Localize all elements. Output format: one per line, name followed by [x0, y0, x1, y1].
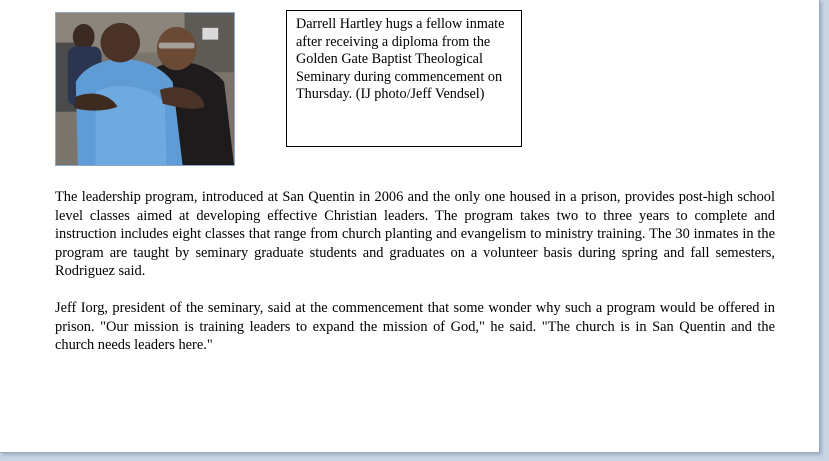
article-paragraph-2: Jeff Iorg, president of the seminary, said at the commencement that some wonder why such a program would be offered in prison. "Our mission is training leaders to expand the mission of God," he said. "The church is in San Quentin and the church needs leaders here." — [55, 300, 775, 353]
article-paragraph-1: The leadership program, introduced at San Quentin in 2006 and the only one housed in a prison, provides post-high school level classes aimed at developing effective Christian leaders. The program takes two to three years to complete and instruction includes eight classes that range from church planting and evangelism to ministry training. The 30 inmates in the program are taught by seminary graduate students and graduates on a volunteer basis during spring and fall semesters, Rodriguez said. — [55, 189, 775, 279]
caption-text: Darrell Hartley hugs a fellow inmate after receiving a diploma from the Golden Gate Baptist Theological Seminary during commencement on Thursday. (IJ photo/Jeff Vendsel) — [296, 16, 505, 103]
news-photo — [55, 12, 235, 166]
photo-image — [56, 13, 234, 165]
photo-caption — [286, 10, 522, 147]
